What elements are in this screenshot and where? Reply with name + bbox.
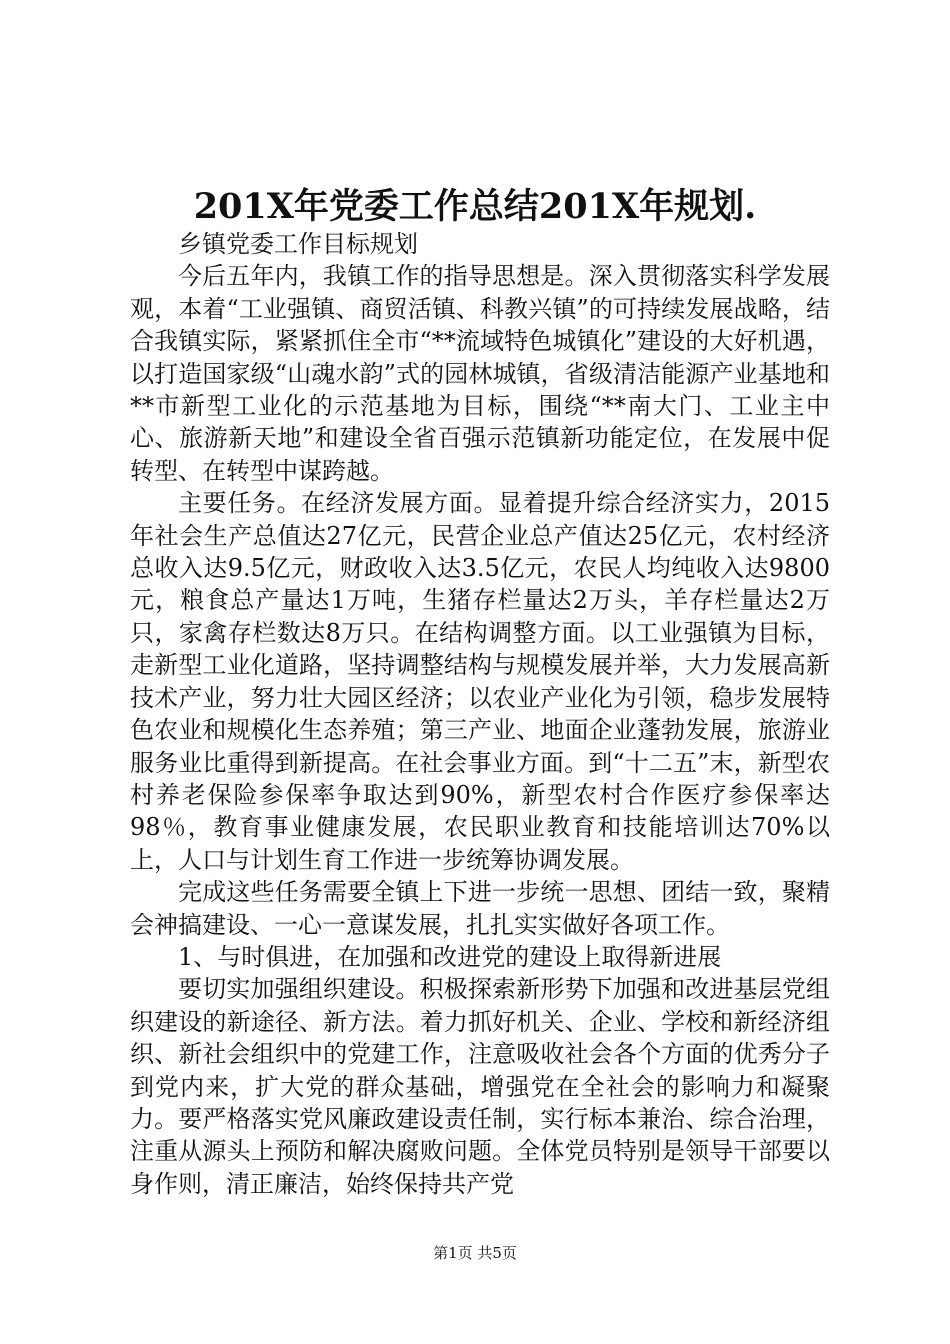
paragraph-completion: 完成这些任务需要全镇上下进一步统一思想、团结一致，聚精会神搞建设、一心一意谋发展，扎扎实实做好各项工作。 [130, 878, 830, 939]
paragraph-organization: 要切实加强组织建设。积极探索新形势下加强和改进基层党组织建设的新途径、新方法。着力抓好机关、企业、学校和新经济组织、新社会组织中的党建工作，注意吸收社会各个方面的优秀分子到党内来，扩大党的群众基础，增强党在全社会的影响力和凝聚力。要严格落实党风廉政建设责任制，实行标本兼治、综合治理，注重从源头上预防和解决腐败问题。全体党员特别是领导干部要以身作则，清正廉洁，始终保持共产党 [130, 975, 830, 1198]
document-title: 201X年党委工作总结201X年规划. [193, 186, 757, 227]
paragraph-main-tasks: 主要任务。在经济发展方面。显着提升综合经济实力，2015年社会生产总值达27亿元，民营企业总产值达25亿元，农村经济总收入达9.5亿元，财政收入达3.5亿元，农民人均纯收入达9800元，粮食总产量达1万吨，生猪存栏量达2万头，羊存栏量达2万只，家禽存栏数达8万只。在结构调整方面。以工业强镇为目标，走新型工业化道路，坚持调整结构与规模发展并举，大力发展高新技术产业，努力壮大园区经济；以农业产业化为引领，稳步发展特色农业和规模化生态养殖；第三产业、地面企业蓬勃发展，旅游业服务业比重得到新提高。在社会事业方面。到“十二五”末，新型农村养老保险参保率争取达到90%，新型农村合作医疗参保率达98％，教育事业健康发展，农民职业教育和技能培训达70%以上，人口与计划生育工作进一步统筹协调发展。 [130, 489, 830, 874]
section-heading: 乡镇党委工作目标规划 [178, 230, 418, 258]
page-number-footer: 第1页 共5页 [433, 1244, 517, 1262]
document-body [130, 228, 830, 1200]
paragraph-guiding-ideology: 今后五年内，我镇工作的指导思想是。深入贯彻落实科学发展观，本着“工业强镇、商贸活镇、科教兴镇”的可持续发展战略，结合我镇实际，紧紧抓住全市“**流域特色城镇化”建设的大好机遇，以打造国家级“山魂水韵”式的园林城镇，省级清洁能源产业基地和**市新型工业化的示范基地为目标，围绕“**南大门、工业主中心、旅游新天地”和建设全省百强示范镇新功能定位，在发展中促转型、在转型中谋跨越。 [130, 262, 830, 485]
subsection-heading: 1、与时俱进，在加强和改进党的建设上取得新进展 [178, 942, 722, 971]
